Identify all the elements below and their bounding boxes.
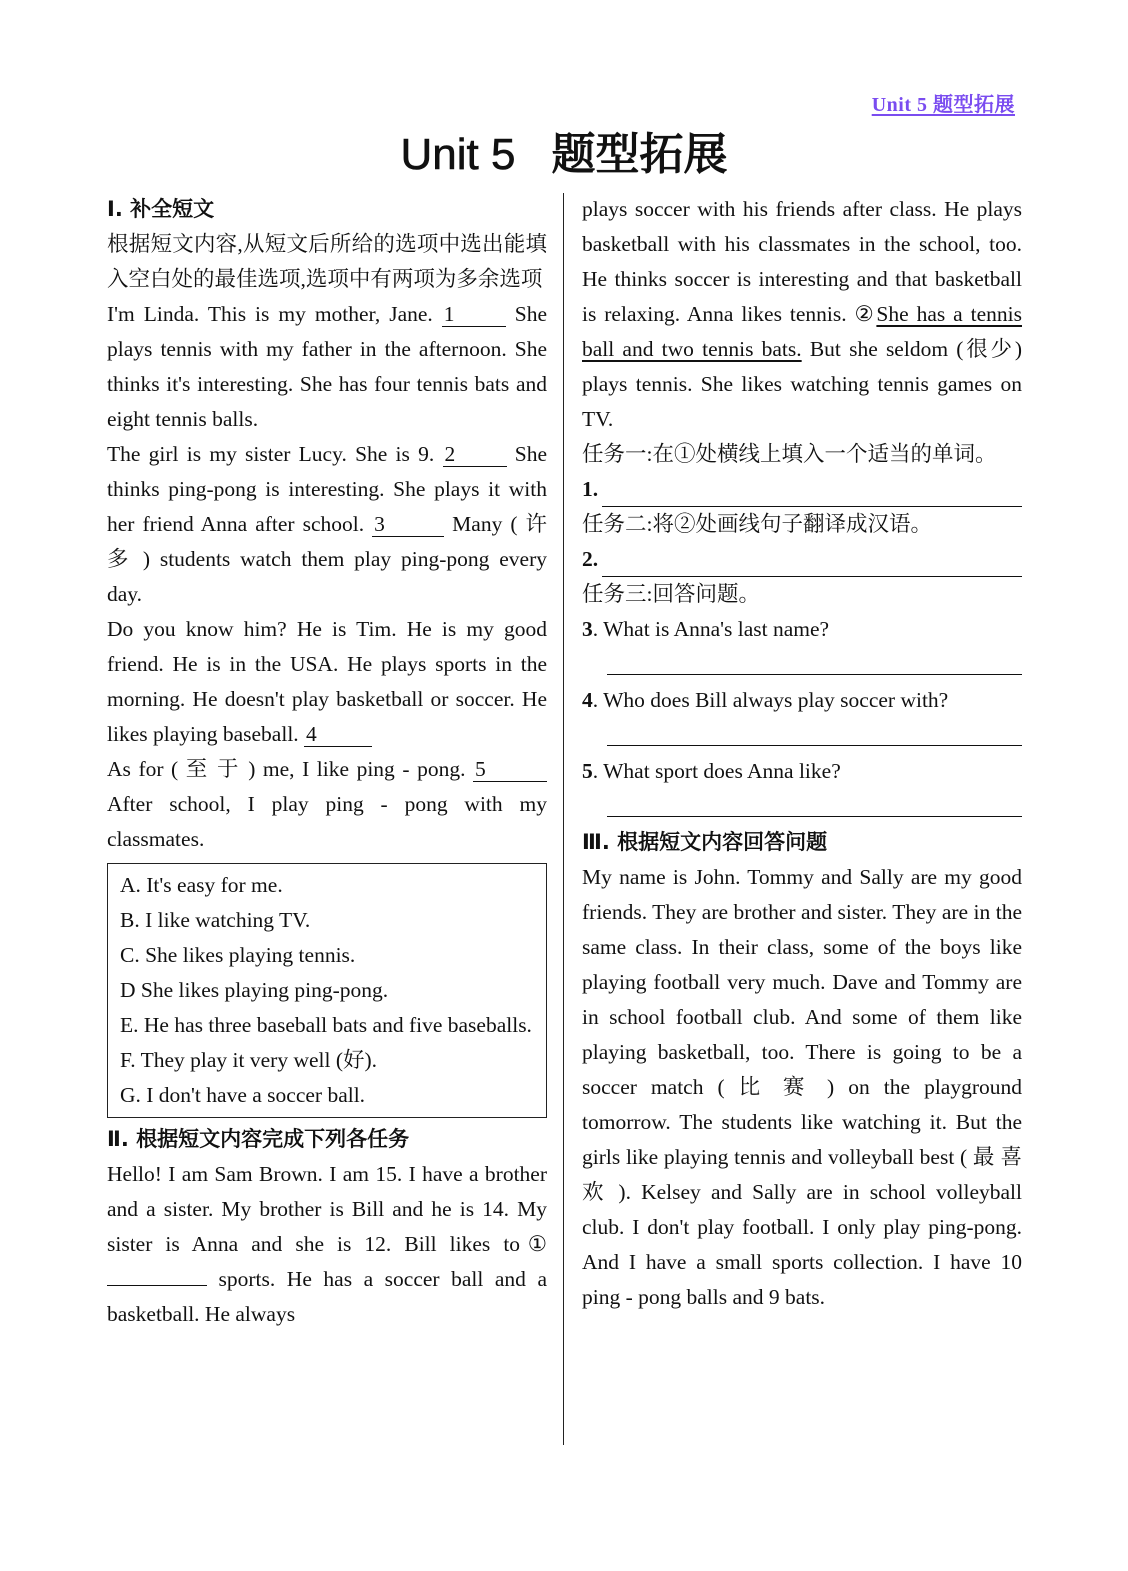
passage2-continued — [582, 192, 1022, 437]
left-column — [107, 192, 547, 1332]
blank-2[interactable]: 2 — [443, 442, 507, 467]
question-3-number: 3 — [582, 617, 593, 641]
text: The girl is my sister Lucy. She is 9. — [107, 442, 435, 466]
answer-1[interactable] — [582, 472, 1022, 507]
passage2-part1 — [107, 1157, 547, 1332]
task2-instructions: 任务二:将②处画线句子翻译成汉语。 — [582, 512, 932, 536]
option-e: E. He has three baseball bats and five baseballs. — [120, 1013, 532, 1037]
passage1-paragraph3 — [107, 612, 547, 752]
answer-1-line[interactable] — [602, 480, 1022, 507]
section2-heading: Ⅱ. 根据短文内容完成下列各任务 — [107, 1127, 410, 1151]
question-5 — [582, 754, 1022, 789]
underlined-sentence: She has a tennis ball and two tennis bats. — [582, 302, 1022, 361]
column-divider — [563, 193, 564, 1445]
blank-4[interactable]: 4 — [304, 722, 372, 747]
passage1-paragraph1 — [107, 297, 547, 437]
right-column — [582, 192, 1022, 1315]
option-b: B. I like watching TV. — [120, 908, 311, 932]
question-3 — [582, 612, 1022, 647]
answer-2[interactable] — [582, 542, 1022, 577]
running-header: Unit 5 题型拓展 — [871, 94, 1015, 116]
task3-instructions: 任务三:回答问题。 — [582, 582, 760, 606]
option-g: G. I don't have a soccer ball. — [120, 1083, 366, 1107]
question-5-text: . What sport does Anna like? — [592, 759, 841, 783]
text: She thinks ping-pong is interesting. She plays it with her friend Anna after school. — [107, 442, 548, 536]
answer-2-line[interactable] — [602, 550, 1022, 577]
text: Many ( 许 多 ) students watch them play ping-pong every day. — [107, 512, 548, 606]
passage3: My name is John. Tommy and Sally are my good friends. They are brother and sister. They are in the same class. In their class, some of the boys like playing football very much. Dave and Tommy are in school football club. And some of them like playing basketball, too. There is going to be a soccer match ( 比 赛 ) on the playground tomorrow. The students like watching it. But the girls like playing tennis and volleyball best ( 最 喜 欢 ). Kelsey and Sally are in school volleyball club. I don't play football. I only play ping-pong. And I have a small sports collection. I have 10 ping - pong balls and 9 bats. — [582, 865, 1022, 1309]
text: She plays tennis with my father in the afternoon. She thinks it's interesting. She has four tennis bats and eight tennis balls. — [107, 302, 548, 431]
answer-2-number: 2. — [582, 547, 599, 571]
section1-instructions: 根据短文内容,从短文后所给的选项中选出能填入空白处的最佳选项,选项中有两项为多余选项 — [107, 232, 547, 291]
text: After school, I play ping - pong with my classmates. — [107, 792, 547, 851]
task1-instructions: 任务一:在①处横线上填入一个适当的单词。 — [582, 442, 997, 466]
blank-circled-1[interactable] — [107, 1285, 207, 1286]
text: Hello! I am Sam Brown. I am 15. I have a brother and a sister. My brother is Bill and he is 14. My sister is Anna and she is 12. Bill likes to — [107, 1162, 547, 1256]
section3-heading: Ⅲ. 根据短文内容回答问题 — [582, 830, 828, 854]
question-4-text: . Who does Bill always play soccer with? — [592, 688, 949, 712]
text: Do you know him? He is Tim. He is my good friend. He is in the USA. He plays sports in the morning. He doesn't play basketball or soccer. He likes playing baseball. — [107, 617, 547, 746]
text: As for ( 至 于 ) me, I like ping - pong. — [107, 757, 466, 781]
text: I'm Linda. This is my mother, Jane. — [107, 302, 433, 326]
section1-heading: Ⅰ. 补全短文 — [107, 197, 215, 221]
options-box — [107, 863, 547, 1118]
answer-5-line[interactable] — [607, 789, 1022, 817]
text: But she seldom (很少) plays tennis. She likes watching tennis games on TV. — [582, 337, 1022, 431]
option-c: C. She likes playing tennis. — [120, 943, 356, 967]
question-3-text: . What is Anna's last name? — [592, 617, 830, 641]
text: plays soccer with his friends after class. He plays basketball with his classmates in the school, too. He thinks soccer is interesting and that basketball is relaxing. Anna likes tennis. — [582, 197, 1022, 326]
passage1-paragraph4 — [107, 752, 547, 857]
question-4 — [582, 683, 1022, 718]
option-d: D She likes playing ping-pong. — [120, 978, 389, 1002]
marker-1: ① — [520, 1232, 547, 1256]
option-a: A. It's easy for me. — [120, 873, 283, 897]
blank-3[interactable]: 3 — [372, 512, 444, 537]
answer-4-line[interactable] — [607, 718, 1022, 746]
passage1-paragraph2 — [107, 437, 547, 612]
answer-1-number: 1. — [582, 477, 599, 501]
answer-3-line[interactable] — [607, 647, 1022, 675]
question-5-number: 5 — [582, 759, 593, 783]
question-4-number: 4 — [582, 688, 593, 712]
page-title — [0, 118, 1128, 182]
blank-5[interactable]: 5 — [473, 757, 547, 782]
blank-1[interactable]: 1 — [442, 302, 506, 327]
marker-2: ② — [854, 302, 877, 326]
page-title-cn: 题型拓展 — [551, 130, 728, 179]
page-title-unit: Unit 5 — [400, 130, 516, 179]
text: sports. He has a soccer ball and a basketball. He always — [107, 1267, 547, 1326]
option-f: F. They play it very well (好). — [120, 1048, 378, 1072]
